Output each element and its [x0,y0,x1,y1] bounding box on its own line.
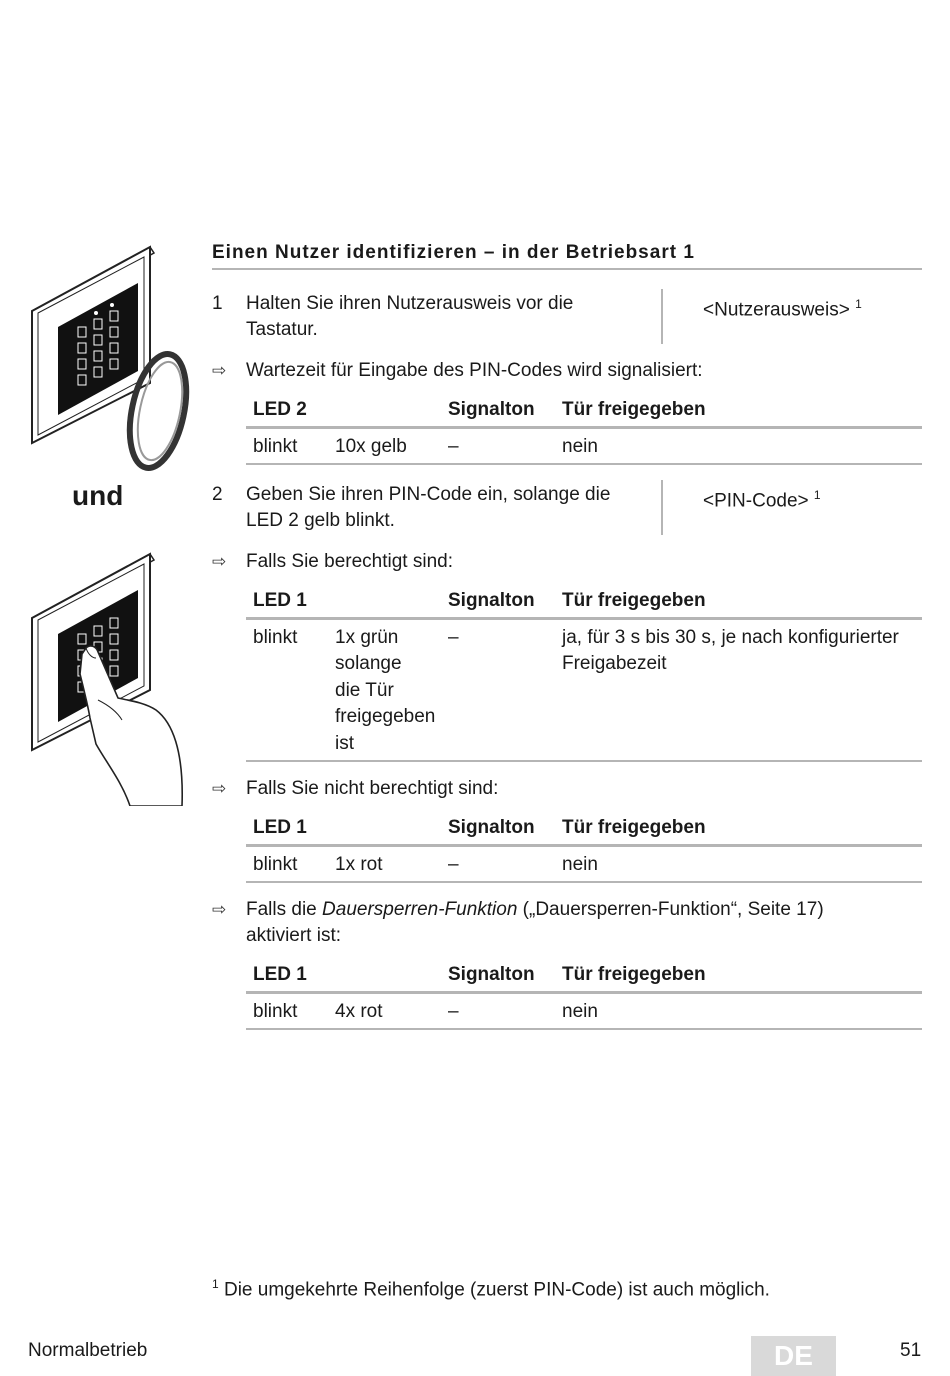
result-arrow-icon: ⇨ [212,900,227,919]
result-arrow-icon: ⇨ [212,552,227,571]
table-1-header-door: Tür freigegeben [562,399,706,420]
step-2-action [703,482,821,515]
table-3-bottom-rule [246,881,922,883]
table-2-cell-door-1: ja, für 3 s bis 30 s, je nach konfigurierter [562,627,899,648]
table-2-cell-color-2: solange [335,653,402,674]
table-3-cell-color: 1x rot [335,854,383,875]
keypad-finger-illustration [26,550,196,806]
step-1-action-text: <Nutzerausweis> [703,299,850,321]
step-2-separator [661,480,663,535]
step-2-action-text: <PIN-Code> [703,490,809,512]
table-3-cell-signal: – [448,854,459,875]
table-1-bottom-rule [246,463,922,465]
result-4-text-pre: Falls die [246,899,323,920]
step-1-line-1: Halten Sie ihren Nutzerausweis vor die [246,293,574,314]
table-2-header-led: LED 1 [253,590,307,611]
table-4-bottom-rule [246,1028,922,1030]
keypad-with-finger-icon [26,550,196,806]
table-3-cell-led: blinkt [253,854,298,875]
table-1-header-led: LED 2 [253,399,307,420]
step-1-separator [661,289,663,344]
section-title: Einen Nutzer identifizieren – in der Betriebsart 1 [212,242,695,263]
result-4-text-italic: Dauersperren-Funktion [322,899,518,920]
table-4-header-led: LED 1 [253,964,307,985]
table-2-header-signal: Signalton [448,590,535,611]
step-2-number: 2 [212,484,223,505]
table-4-header-rule [246,991,922,994]
table-3-header-rule [246,844,922,847]
table-1-cell-door: nein [562,436,598,457]
step-1-action [703,291,862,324]
table-1-cell-led: blinkt [253,436,298,457]
footnote-ref-2: 1 [813,488,821,502]
language-badge: DE [751,1336,836,1376]
result-4-text-line-2: aktiviert ist: [246,925,342,946]
table-3-header-led: LED 1 [253,817,307,838]
table-1-cell-signal: – [448,436,459,457]
table-2-header-rule [246,617,922,620]
result-arrow-icon: ⇨ [212,361,227,380]
step-2-line-1: Geben Sie ihren PIN-Code ein, solange die [246,484,611,505]
result-arrow-icon: ⇨ [212,779,227,798]
table-4-cell-door: nein [562,1001,598,1022]
table-2-header-door: Tür freigegeben [562,590,706,611]
table-1-header-rule [246,426,922,429]
table-2-cell-color-1: 1x grün [335,627,399,648]
table-2-cell-led: blinkt [253,627,298,648]
table-2-cell-color-4: freigegeben [335,706,436,727]
table-2-cell-signal: – [448,627,459,648]
table-3-header-signal: Signalton [448,817,535,838]
result-4-text-post: („Dauersperren-Funktion“, Seite 17) [517,899,824,920]
table-2-cell-color-5: ist [335,733,354,754]
title-divider [212,268,922,270]
result-2-text: Falls Sie berechtigt sind: [246,551,453,572]
keypad-with-card-icon [26,243,196,473]
footnote-mark: 1 [212,1277,219,1291]
table-4-cell-signal: – [448,1001,459,1022]
step-2-line-2: LED 2 gelb blinkt. [246,510,395,531]
footer-chapter: Normalbetrieb [28,1340,148,1361]
table-3-header-door: Tür freigegeben [562,817,706,838]
step-1-line-2: Tastatur. [246,319,318,340]
result-1-text: Wartezeit für Eingabe des PIN-Codes wird signalisiert: [246,360,703,381]
table-2-cell-door-2: Freigabezeit [562,653,667,674]
illustration-joiner: und [72,480,124,511]
result-4-text [246,897,824,924]
page-number: 51 [900,1340,922,1361]
table-2-cell-color-3: die Tür [335,680,394,701]
table-2-bottom-rule [246,760,922,762]
table-1-header-signal: Signalton [448,399,535,420]
footnote [212,1277,770,1301]
table-3-cell-door: nein [562,854,598,875]
footnote-ref-1: 1 [855,297,862,311]
result-3-text: Falls Sie nicht berechtigt sind: [246,778,499,799]
step-1-number: 1 [212,293,223,314]
table-1-cell-color: 10x gelb [335,436,407,457]
table-4-cell-led: blinkt [253,1001,298,1022]
keypad-card-illustration [26,243,196,473]
footnote-text: Die umgekehrte Reihenfolge (zuerst PIN-Code) ist auch möglich. [218,1279,770,1301]
table-4-header-door: Tür freigegeben [562,964,706,985]
table-4-cell-color: 4x rot [335,1001,383,1022]
table-4-header-signal: Signalton [448,964,535,985]
